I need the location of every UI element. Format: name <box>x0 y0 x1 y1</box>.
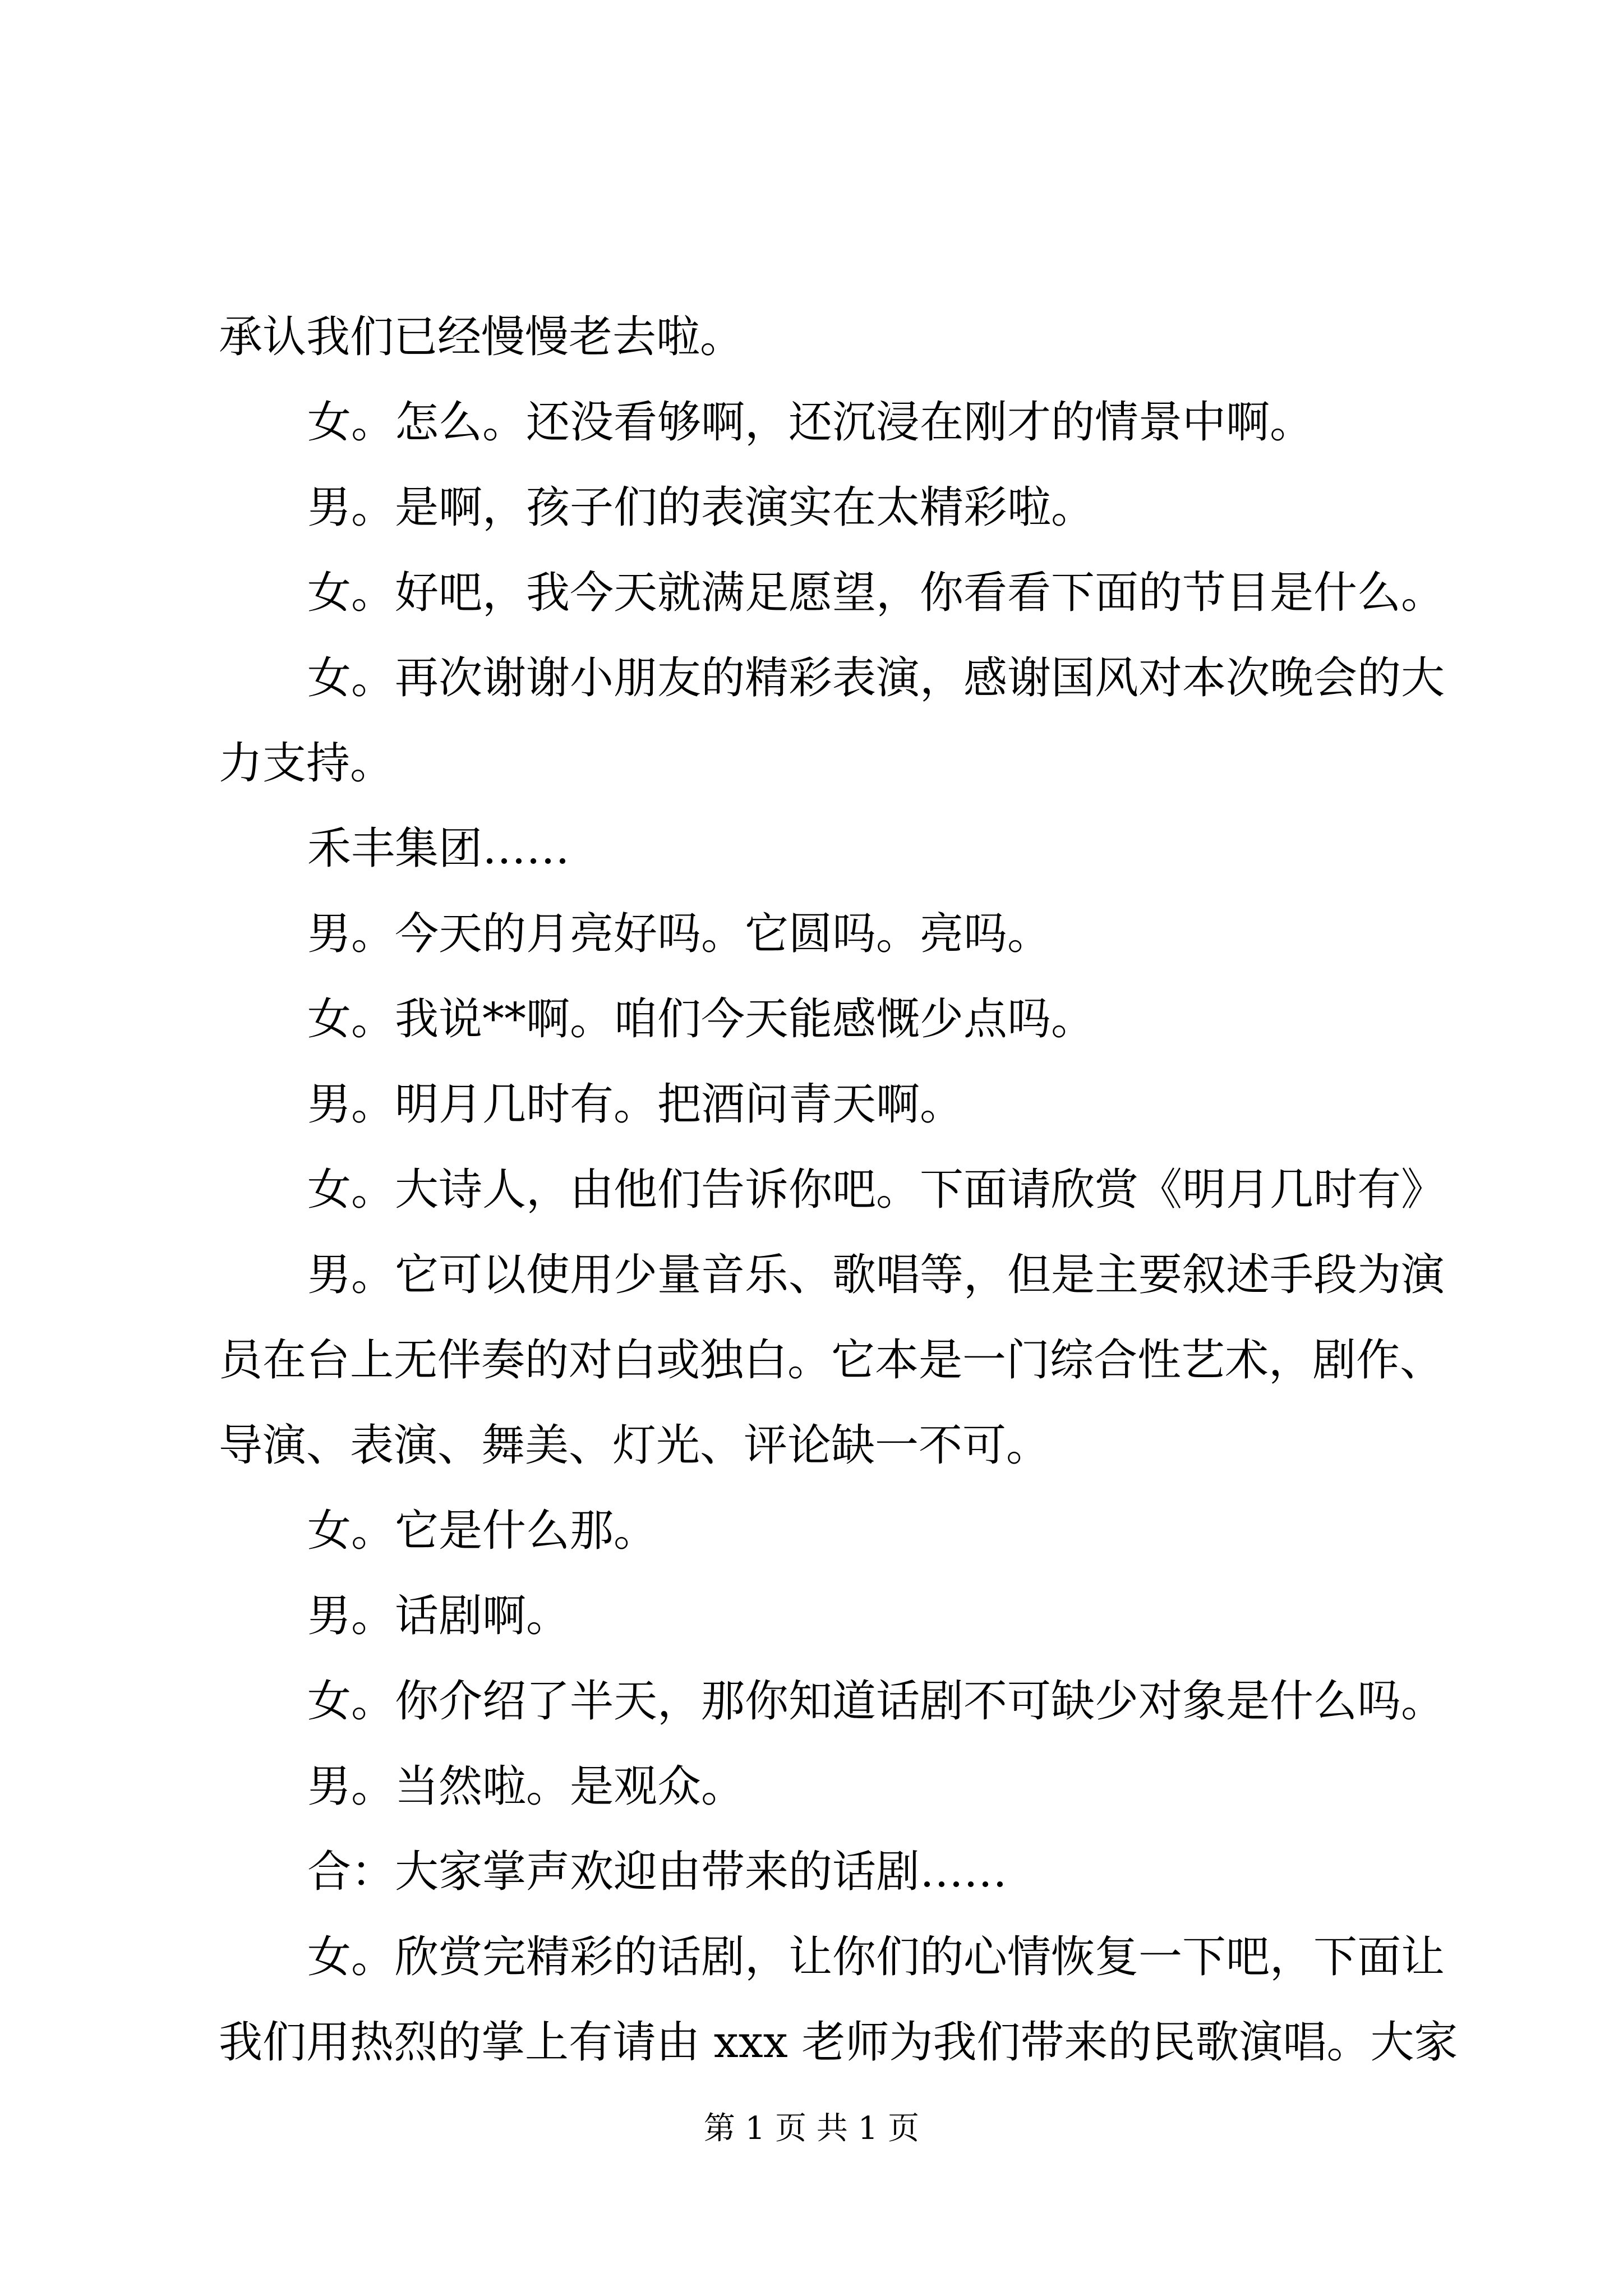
text-line: 男。今天的月亮好吗。它圆吗。亮吗。 <box>307 909 1052 959</box>
text-line: 男。它可以使用少量音乐、歌唱等，但是主要叙述手段为演 <box>307 1250 1445 1300</box>
text-line: 女。再次谢谢小朋友的精彩表演，感谢国风对本次晚会的大 <box>307 653 1445 703</box>
text-line: 合：大家掌声欢迎由带来的话剧…… <box>307 1847 1008 1897</box>
text-line: 男。当然啦。是观众。 <box>307 1761 745 1812</box>
page-number-label: 第 1 页 共 1 页 <box>703 2110 920 2147</box>
page-footer <box>0 2106 1623 2151</box>
text-line: 女。你介绍了半天，那你知道话剧不可缺少对象是什么吗。 <box>307 1676 1445 1727</box>
text-line: 男。明月几时有。把酒问青天啊。 <box>307 1079 964 1130</box>
text-line: 女。好吧，我今天就满足愿望，你看看下面的节目是什么。 <box>307 568 1445 618</box>
text-line: 女。怎么。还没看够啊，还沉浸在刚才的情景中啊。 <box>307 397 1314 448</box>
text-line: 导演、表演、舞美、灯光、评论缺一不可。 <box>219 1420 1050 1471</box>
text-line: 我们用热烈的掌上有请由 xxx 老师为我们带来的民歌演唱。大家 <box>219 2017 1458 2068</box>
text-line: 女。欣赏完精彩的话剧，让你们的心情恢复一下吧，下面让 <box>307 1932 1445 1982</box>
text-line: 女。我说**啊。咱们今天能感慨少点吗。 <box>307 994 1095 1045</box>
document-body <box>219 295 1458 2085</box>
text-line: 男。话剧啊。 <box>307 1591 570 1641</box>
text-line: 力支持。 <box>219 738 394 789</box>
text-line: 女。它是什么那。 <box>307 1506 658 1556</box>
text-line: 承认我们已经慢慢老去啦。 <box>219 312 744 362</box>
text-line: 禾丰集团…… <box>307 823 570 874</box>
text-line: 女。大诗人，由他们告诉你吧。下面请欣赏《明月几时有》 <box>307 1165 1445 1215</box>
text-line: 男。是啊，孩子们的表演实在太精彩啦。 <box>307 482 1095 533</box>
text-line: 员在台上无伴奏的对白或独白。它本是一门综合性艺术，剧作、 <box>219 1335 1444 1386</box>
